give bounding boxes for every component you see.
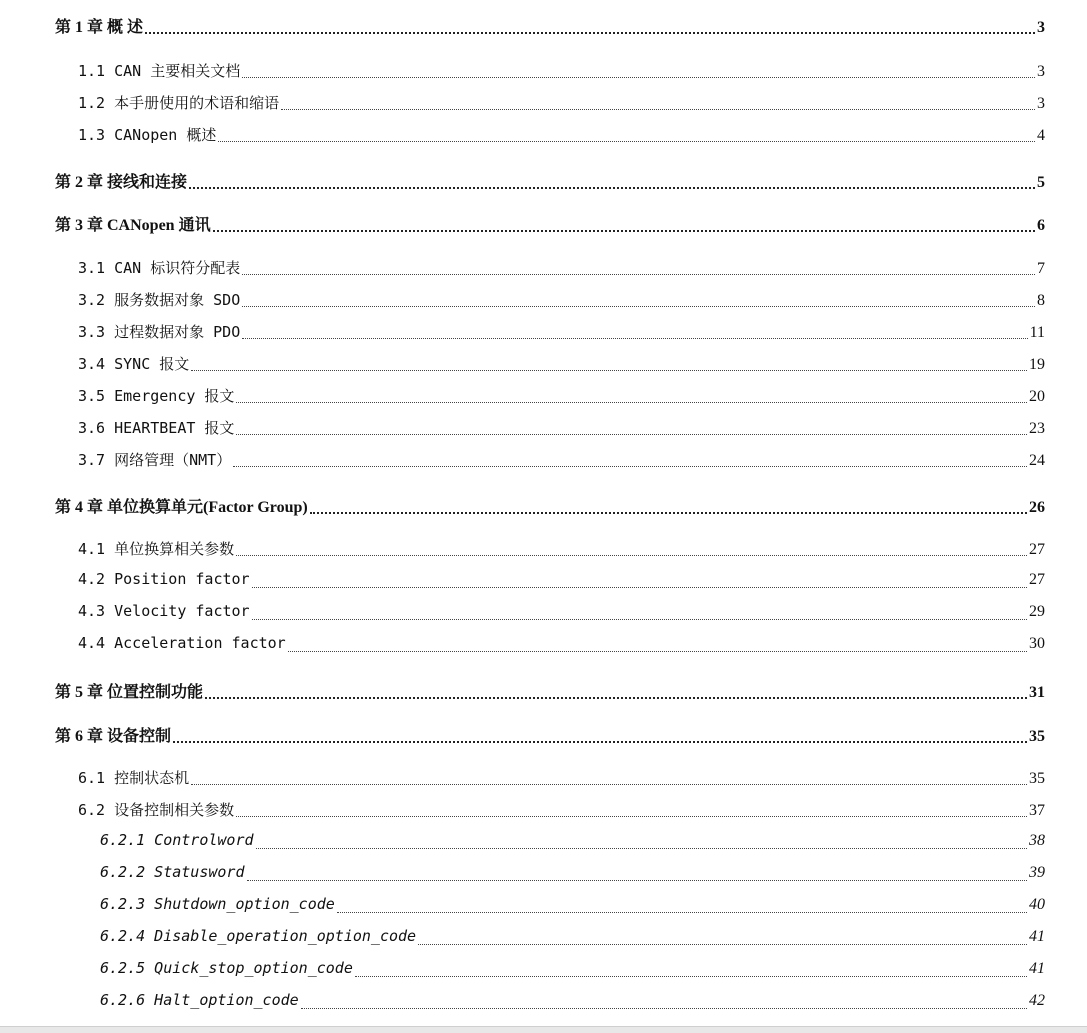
toc-entry[interactable] [55,212,1045,235]
toc-entry[interactable] [78,257,1045,278]
toc-entry-page: 29 [1029,603,1045,620]
toc-entry[interactable] [100,959,1045,978]
toc-entry-title: 6.2 设备控制相关参数 [78,801,235,819]
toc-entry-title: 第 1 章 概 述 [55,19,144,36]
toc-entry-page: 24 [1029,452,1045,469]
dot-leader [145,16,1035,34]
toc-entry-page: 38 [1029,832,1045,849]
toc-entry[interactable] [55,494,1045,517]
toc-entry-title: 6.2.4 Disable_operation_option_code [100,927,417,945]
toc-entry-page: 23 [1029,420,1045,437]
toc-entry-page: 37 [1029,802,1045,819]
toc-entry-page: 5 [1037,174,1045,191]
toc-entry-page: 27 [1029,541,1045,558]
dot-leader [218,126,1035,142]
toc-entry-page: 26 [1029,499,1045,516]
toc-entry[interactable] [55,14,1045,37]
dot-leader [191,769,1027,785]
toc-entry-title: 3.3 过程数据对象 PDO [78,323,241,341]
toc-entry-title: 1.1 CAN 主要相关文档 [78,62,241,80]
dot-leader [236,387,1027,403]
toc-entry[interactable] [78,60,1045,81]
toc-entry[interactable] [78,353,1045,374]
dot-leader [337,897,1027,913]
toc-entry[interactable] [100,991,1045,1010]
toc-entry[interactable] [100,863,1045,882]
dot-leader [281,94,1035,110]
toc-entry-title: 3.2 服务数据对象 SDO [78,291,241,309]
toc-entry-title: 4.1 单位换算相关参数 [78,540,235,558]
dot-leader [252,572,1027,588]
toc-entry-title: 3.7 网络管理（NMT） [78,451,232,469]
toc-entry-title: 第 3 章 CANopen 通讯 [55,217,211,234]
toc-entry-page: 3 [1037,63,1045,80]
toc-entry[interactable] [78,289,1045,310]
toc-entry-page: 20 [1029,388,1045,405]
dot-leader [301,993,1027,1009]
toc-entry[interactable] [55,169,1045,192]
toc-entry[interactable] [78,634,1045,653]
toc-entry-page: 19 [1029,356,1045,373]
page-cutoff-edge [0,1026,1087,1033]
dot-leader [288,636,1027,652]
toc-entry-title: 6.2.2 Statusword [100,863,245,881]
toc-entry-title: 6.1 控制状态机 [78,769,190,787]
dot-leader [247,865,1028,881]
dot-leader [236,801,1027,817]
toc-entry[interactable] [55,679,1045,702]
toc-entry-title: 1.3 CANopen 概述 [78,126,217,144]
toc-entry-page: 27 [1029,571,1045,588]
dot-leader [189,171,1035,189]
toc-entry[interactable] [55,723,1045,746]
toc-entry-page: 7 [1037,260,1045,277]
toc-entry-title: 6.2.1 Controlword [100,831,254,849]
toc-entry[interactable] [78,321,1045,342]
toc-entry[interactable] [78,385,1045,406]
toc-entry-title: 1.2 本手册使用的术语和缩语 [78,94,280,112]
toc-entry-title: 3.4 SYNC 报文 [78,355,190,373]
toc-entry-page: 11 [1029,324,1045,341]
dot-leader [205,681,1027,699]
toc-entry-title: 6.2.5 Quick_stop_option_code [100,959,353,977]
toc-entry[interactable] [78,602,1045,621]
toc-entry-title: 第 2 章 接线和连接 [55,174,188,191]
dot-leader [310,496,1027,514]
toc-entry-page: 40 [1029,896,1045,913]
toc-entry[interactable] [78,449,1045,470]
toc-entry-title: 第 4 章 单位换算单元(Factor Group) [55,499,308,516]
toc-entry-page: 31 [1029,684,1045,701]
toc-entry[interactable] [78,799,1045,820]
toc-entry-page: 35 [1029,728,1045,745]
toc-entry-page: 35 [1029,770,1045,787]
toc-entry[interactable] [100,927,1045,946]
toc-entry-title: 4.4 Acceleration factor [78,634,286,652]
toc-entry-page: 3 [1037,95,1045,112]
toc-entry-title: 6.2.3 Shutdown_option_code [100,895,335,913]
dot-leader [242,259,1035,275]
toc-entry-title: 3.6 HEARTBEAT 报文 [78,419,235,437]
toc-entry-page: 30 [1029,635,1045,652]
toc-entry-page: 3 [1037,19,1045,36]
toc-entry[interactable] [78,767,1045,788]
toc-entry[interactable] [78,538,1045,559]
dot-leader [242,323,1027,339]
toc-entry[interactable] [100,895,1045,914]
toc-entry-title: 6.2.6 Halt_option_code [100,991,299,1009]
toc-entry[interactable] [78,417,1045,438]
toc-entry[interactable] [78,124,1045,145]
toc-entry-title: 第 6 章 设备控制 [55,728,172,745]
dot-leader [233,451,1027,467]
dot-leader [236,540,1027,556]
toc-entry[interactable] [78,570,1045,589]
toc-entry-page: 8 [1037,292,1045,309]
dot-leader [252,604,1027,620]
dot-leader [418,929,1027,945]
dot-leader [242,62,1035,78]
toc-entry-page: 42 [1029,992,1045,1009]
toc-entry-page: 39 [1029,864,1045,881]
dot-leader [173,725,1027,743]
toc-entry-page: 41 [1029,928,1045,945]
dot-leader [355,961,1027,977]
toc-entry-page: 41 [1029,960,1045,977]
dot-leader [242,291,1035,307]
dot-leader [256,833,1027,849]
dot-leader [236,419,1027,435]
toc-entry-page: 6 [1037,217,1045,234]
dot-leader [213,214,1035,232]
toc-entry-title: 3.5 Emergency 报文 [78,387,235,405]
toc-entry-page: 4 [1037,127,1045,144]
toc-entry-title: 4.3 Velocity factor [78,602,250,620]
dot-leader [191,355,1027,371]
toc-entry[interactable] [100,831,1045,850]
toc-entry-title: 4.2 Position factor [78,570,250,588]
toc-entry-title: 第 5 章 位置控制功能 [55,684,204,701]
toc-entry-title: 3.1 CAN 标识符分配表 [78,259,241,277]
toc-entry[interactable] [78,92,1045,113]
